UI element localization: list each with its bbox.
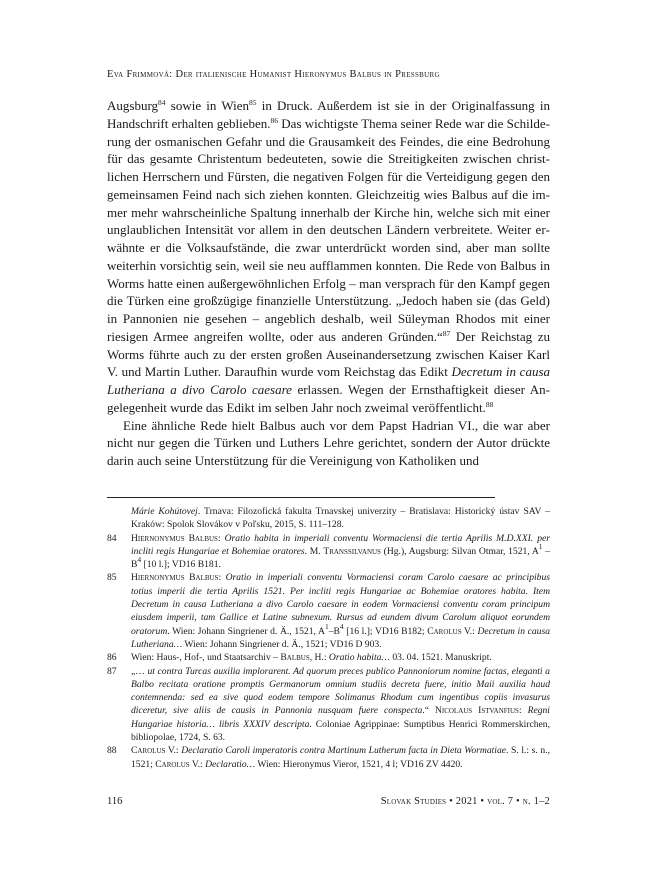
footnote-ref-85[interactable]: 85 xyxy=(249,98,257,107)
text-run: : xyxy=(218,572,226,584)
footnote-87 xyxy=(107,665,550,745)
footnote-85 xyxy=(107,571,550,651)
italic-quote: ut contra Turcas auxilia implorarent. Ad quorum preces publico Pannoniorum nomine factas, eleganti a Balbo recitata oratione promptis Germanorum omnium studiis decreta fuere, initio Maii auxilia haud contemnenda: sed ea sive quod eodem tempore Solimanus Rhodum cum ingentibus copiis invasurus diceretur, sive aliis de causis in Pannonia nusquam fuere conspecta xyxy=(131,665,550,717)
italic-title: Declaratio Caroli imperatoris contra Martinum Lutherum facta in Dieta Wormatiae xyxy=(181,745,507,757)
text-run: .“ xyxy=(422,705,435,717)
text-run: : xyxy=(199,758,206,770)
text-run: 03. 04. 1521. Manuskript. xyxy=(389,652,492,664)
author-name: Hiernonymus Balbus xyxy=(131,572,219,584)
footnotes xyxy=(107,505,550,771)
text-run: [10 l.]; VD16 B181. xyxy=(141,559,221,571)
text-run: Augsburg xyxy=(107,98,159,113)
footnote-number: 88 xyxy=(107,745,117,757)
paragraph-1 xyxy=(107,97,550,417)
text-run: . Wien: Johann Singriener d. Ä., 1521, A xyxy=(167,625,325,637)
text-run: . M. xyxy=(304,545,324,557)
text-run: „… xyxy=(131,665,148,677)
author-name: Transsilvanus xyxy=(323,545,381,557)
text-run: Der Reichstag zu Worms führte auch zu der ersten großen Auseinandersetzung zwischen Kaiser Karl V. und Martin Luther. Daraufhin wurde vom Reichstag das Edikt xyxy=(107,328,551,380)
italic-title: Declaratio… xyxy=(205,758,256,770)
author-name: Balbus, H. xyxy=(280,652,324,664)
footnote-number: 85 xyxy=(107,572,117,584)
footnote-ref-84[interactable]: 84 xyxy=(158,98,166,107)
main-text xyxy=(107,97,550,470)
italic-title: Decretum in causa Lutheriana a divo Carolo caesare xyxy=(107,364,550,397)
italic-title: Oratio habita… xyxy=(328,652,390,664)
footnote-ref-87[interactable]: 87 xyxy=(442,328,451,338)
text-run: . Trnava: Filozofická fakulta Trnavskej univerzity – Bratislava: Historický ústav SAV – Kraków: Spolok Slovákov v Poľsku, 2015, S. 111–128. xyxy=(131,506,550,531)
footnote-continuation xyxy=(107,505,550,532)
text-run: Wien: Haus-, Hof-, und Staatsarchiv – xyxy=(131,652,281,664)
text-run: sowie in Wien xyxy=(165,98,250,113)
footnote-number: 87 xyxy=(107,665,117,677)
text-run: Das wichtigste Thema seiner Rede war die Schilderung der osmanischen Gefahr und die Grausamkeit des Feindes, die eine Bedrohung für das gesamte Christentum bedeuteten, sowie die Streitigkeiten zwischen christlichen Herrschern und Fürsten, die negativen Folgen für die Verteidigung gegen den gemeinsamen Feind nach sich ziehen konnten. Gleichzeitig wies Balbus auf die immer mehr wahrscheinliche Spaltung innerhalb der Kirche hin, welche sich mit einer unglaublichen Intensität vor allem in den deutschen Ländern verbreitete. Weiter erwähnte er die Volksaufstände, die zwar unterdrückt worden sind, aber man sollte weiterhin vorsichtig sein, weil sie neu aufflammen konnten. Die Rede von Balbus in Worms hatte einen außergewöhnlichen Erfolg – man versprach für den Kampf gegen die Türken eine großzügige finanzielle Unterstützung. „Jedoch haben sie (das Geld) in Pannonien nie gesehen – angeblich deshalb, weil Süleyman Rhodos mit einer riesigen Armee angreifen wollte, oder aus anderen Gründen.“ xyxy=(107,115,551,344)
text-run: : xyxy=(175,745,182,757)
text-run: . S. l.: s. n., 1521; xyxy=(131,745,550,770)
running-head: Eva Frimmová: Der italienische Humanist Hieronymus Balbus in Pressburg xyxy=(107,69,440,80)
text-run: Wien: Hieronymus Vieror, 1521, 4 l; VD16 ZV 4420. xyxy=(255,758,463,770)
text-run: : xyxy=(518,705,528,717)
text-run: in Druck. Außerdem ist sie in der Originalfassung in Handschrift erhalten geblieben. xyxy=(107,98,550,131)
text-run: (Hg.), Augsburg: Silvan Otmar, 1521, A xyxy=(380,545,539,557)
footnote-86 xyxy=(107,651,550,664)
author-name: Carolus V. xyxy=(131,745,176,757)
text-run: : xyxy=(323,652,329,664)
author-name: Hiernonymus Balbus xyxy=(131,532,218,544)
footnote-rule xyxy=(107,497,495,498)
text-run: –B xyxy=(328,625,340,637)
superscript: 1 xyxy=(324,621,329,631)
footnote-84 xyxy=(107,532,550,572)
text-run: [16 l.]; VD16 B182; xyxy=(343,625,428,637)
page-footer xyxy=(107,796,550,807)
italic-title: Márie Kohútovej xyxy=(131,506,198,517)
author-name: Nicolaus Istvanfius xyxy=(434,705,519,717)
author-name: Carolus V. xyxy=(427,625,473,637)
text-run: erlassen. Wegen der Ernsthaftigkeit dieser Angelegenheit wurde das Edikt im selben Jahr noch zweimal veröffentlicht. xyxy=(107,382,550,415)
text-run: : xyxy=(472,625,478,637)
superscript: 4 xyxy=(339,621,344,631)
superscript: 4 xyxy=(137,555,142,565)
italic-title: Oratio in imperiali conventu Vormaciensi coram Carolo caesare ac principibus totius imperii die tertia Aprilis 1521. Per incliti regis Hungariae ac Bohemiae oratores habita. Item Decretum in causa Lutheriana a divo Carolo caesare in eodem Vormaciensi conventu coram principum eiusdem imperii, tam Gallice et Latine subnexum. Rursus ad eundem divum Carolum aliquot eorundem oratorum xyxy=(131,572,550,637)
text-run: – B xyxy=(131,545,551,571)
footnote-number: 84 xyxy=(107,532,117,544)
italic-title: Decretum in causa Lutheriana… xyxy=(131,625,551,650)
page-number: 116 xyxy=(107,796,123,807)
author-name: Carolus V. xyxy=(155,758,200,770)
italic-title: Oratio habita in imperiali conventu Wormaciensi die tertia Aprilis M.D.XXI. per incliti regis Hungariae et Bohemiae oratores xyxy=(131,532,550,557)
footnote-ref-86[interactable]: 86 xyxy=(270,115,279,125)
text-run: . Coloniae Agrippinae: Sumptibus Henrici Rommerskirchen, bibliopolae, 1724, S. 63. xyxy=(131,718,550,744)
journal-info: Slovak Studies • 2021 • vol. 7 • n. 1–2 xyxy=(380,796,550,807)
text-run: : xyxy=(217,532,225,544)
superscript: 1 xyxy=(538,541,543,551)
paragraph-2: Eine ähnliche Rede hielt Balbus auch vor dem Papst Hadrian VI., die war aber nicht nur gegen die Türken und Luthers Lehre gerichtet, sondern der Autor drückte darin auch seine Unterstützung für die Vereinigung von Katholiken und xyxy=(107,417,550,468)
footnote-88 xyxy=(107,744,550,771)
text-run: Wien: Johann Singriener d. Ä., 1521; VD16 D 903. xyxy=(182,638,382,650)
footnote-number: 86 xyxy=(107,652,117,664)
italic-title: Regni Hungariae historia… libris XXXIV descripta xyxy=(131,705,550,730)
footnote-ref-88[interactable]: 88 xyxy=(485,399,494,409)
